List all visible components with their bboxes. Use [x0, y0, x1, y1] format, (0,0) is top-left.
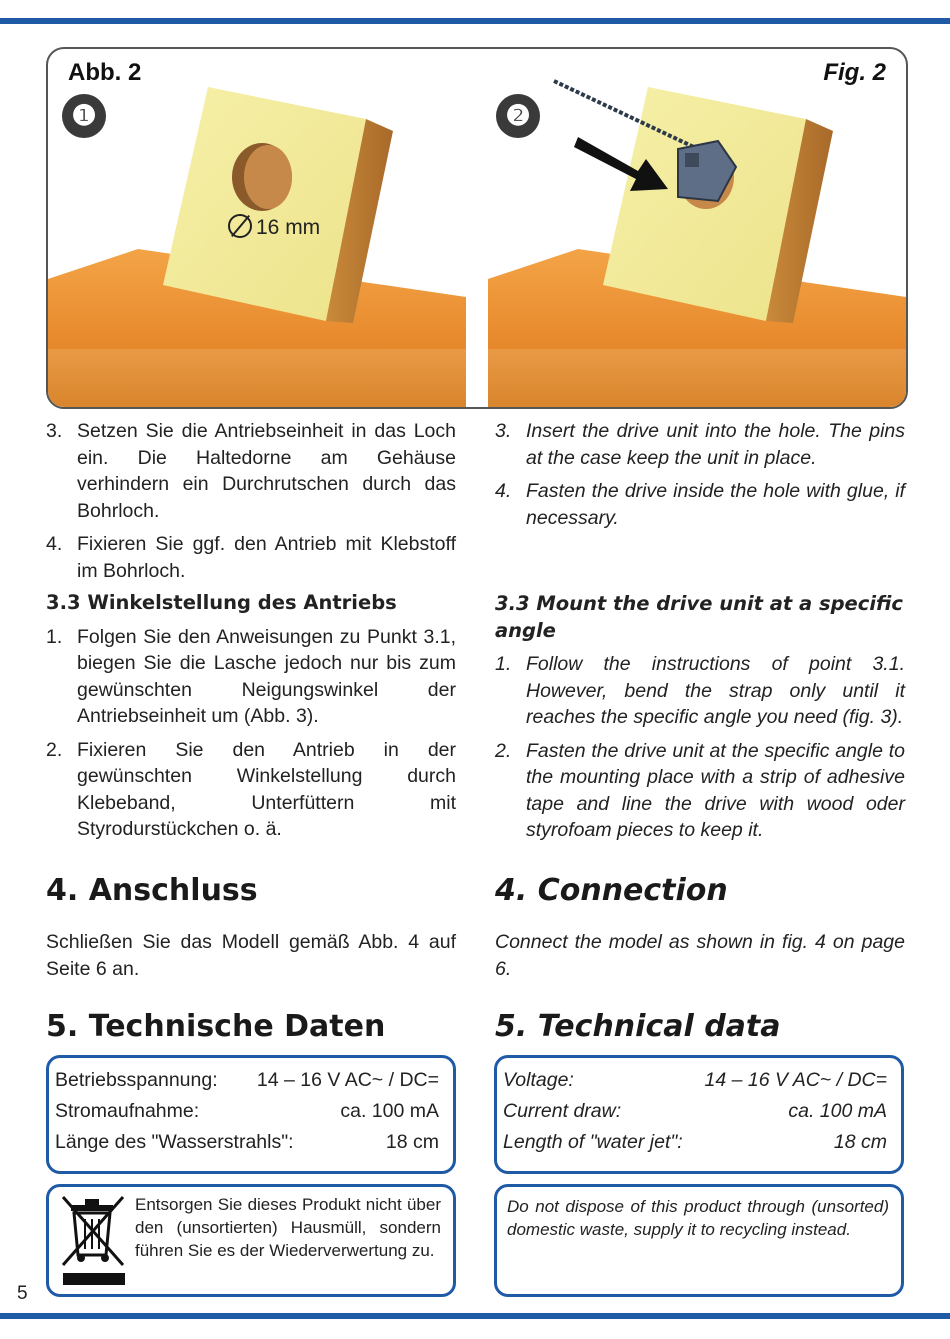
spec-key: Stromaufnahme: — [55, 1100, 200, 1122]
spec-key: Länge des "Wasserstrahls": — [55, 1131, 294, 1153]
spec-value: 14 – 16 V AC~ / DC= — [256, 1069, 439, 1091]
step-2-badge: ❷ — [496, 94, 540, 138]
spec-value: 18 cm — [385, 1131, 439, 1153]
item-text: Setzen Sie die Antriebseinheit in das Loch ein. Die Haltedorne am Gehäuse verhindern ein Durchrutschen durch das Bohrloch. — [77, 420, 456, 522]
spec-row — [503, 1127, 887, 1158]
item-text: Follow the instructions of point 3.1. However, bend the strap only until it reaches the specific angle you need (fig. 3). — [526, 653, 905, 728]
disposal-box-de — [46, 1184, 456, 1297]
item-text: Folgen Sie den Anweisungen zu Punkt 3.1, biegen Sie die Lasche jedoch nur bis zum gewünschten Neigungswinkel der Antriebseinheit um (Abb. 3). — [77, 625, 456, 727]
section-3-3-heading-en: 3.3 Mount the drive unit at a specific angle — [495, 592, 903, 642]
list-item — [46, 418, 456, 524]
weee-bin-icon — [59, 1193, 129, 1285]
item-number: 1. — [46, 625, 63, 648]
hole-diameter-label — [228, 214, 320, 240]
section-4-heading-en: 4. Connection — [495, 873, 728, 908]
item-text: Fixieren Sie ggf. den Antrieb mit Klebstoff im Bohrloch. — [77, 533, 456, 582]
section-4-text-en: Connect the model as shown in fig. 4 on page 6. — [495, 931, 905, 980]
german-column — [46, 418, 456, 843]
figure-2-panel — [46, 47, 908, 409]
list-item — [495, 418, 905, 471]
diameter-icon — [228, 214, 252, 238]
hole-diameter-value: 16 mm — [256, 216, 321, 239]
figure-illustration — [48, 49, 906, 407]
item-number: 2. — [46, 738, 63, 761]
spec-key: Current draw: — [503, 1100, 622, 1122]
disposal-box-en — [494, 1184, 904, 1297]
bottom-accent-band — [0, 1313, 950, 1319]
figure-label-en: Fig. 2 — [823, 59, 886, 86]
list-item — [46, 531, 456, 584]
list-item — [46, 737, 456, 843]
spec-key: Betriebsspannung: — [55, 1069, 218, 1091]
section-5-heading-en: 5. Technical data — [495, 1009, 781, 1044]
step-1-badge: ❶ — [62, 94, 106, 138]
item-number: 3. — [46, 420, 63, 442]
spec-key: Length of "water jet": — [503, 1131, 683, 1153]
list-item — [46, 624, 456, 730]
spec-row — [55, 1127, 439, 1158]
section-3-3-heading-de: 3.3 Winkelstellung des Antriebs — [46, 591, 397, 614]
spec-box-de — [46, 1055, 456, 1174]
item-number: 2. — [495, 739, 512, 762]
right-scene — [488, 81, 906, 407]
spec-row — [55, 1065, 439, 1096]
item-number: 1. — [495, 653, 512, 675]
item-text: Fasten the drive inside the hole with glue, if necessary. — [526, 480, 905, 529]
left-scene — [48, 87, 466, 407]
spec-row — [55, 1096, 439, 1127]
list-item — [495, 738, 905, 844]
spec-value: ca. 100 mA — [788, 1100, 887, 1122]
item-number: 4. — [46, 533, 63, 555]
section-4-text-de: Schließen Sie das Modell gemäß Abb. 4 auf Seite 6 an. — [46, 931, 456, 980]
english-column — [495, 418, 905, 844]
spec-row — [503, 1096, 887, 1127]
list-item — [495, 478, 905, 531]
spec-key: Voltage: — [503, 1069, 574, 1091]
item-text: Insert the drive unit into the hole. The pins at the case keep the unit in place. — [526, 420, 905, 469]
spec-row — [503, 1065, 887, 1096]
item-number: 4. — [495, 480, 512, 502]
page-number: 5 — [17, 1283, 28, 1304]
spec-value: 14 – 16 V AC~ / DC= — [704, 1069, 887, 1091]
disposal-text-en: Do not dispose of this product through (unsorted) domestic waste, supply it to recycling instead. — [507, 1197, 889, 1239]
figure-label-de: Abb. 2 — [68, 59, 142, 86]
spec-box-en — [494, 1055, 904, 1174]
disposal-text-de: Entsorgen Sie dieses Produkt nicht über den (unsortierten) Hausmüll, sondern führen Sie es der Wiederverwertung zu. — [135, 1195, 441, 1260]
section-5-heading-de: 5. Technische Daten — [46, 1009, 386, 1044]
top-accent-band — [0, 18, 950, 24]
item-text: Fixieren Sie den Antrieb in der gewünschten Winkelstellung durch Klebeband, Unterfüttern mit Styrodurstückchen o. ä. — [77, 738, 456, 840]
item-text: Fasten the drive unit at the specific angle to the mounting place with a strip of adhesive tape and line the drive with wood oder styrofoam pieces to keep it. — [526, 739, 905, 841]
section-4-heading-de: 4. Anschluss — [46, 873, 258, 908]
spec-value: 18 cm — [833, 1131, 887, 1153]
spec-value: ca. 100 mA — [340, 1100, 439, 1122]
list-item — [495, 651, 905, 731]
item-number: 3. — [495, 420, 512, 442]
